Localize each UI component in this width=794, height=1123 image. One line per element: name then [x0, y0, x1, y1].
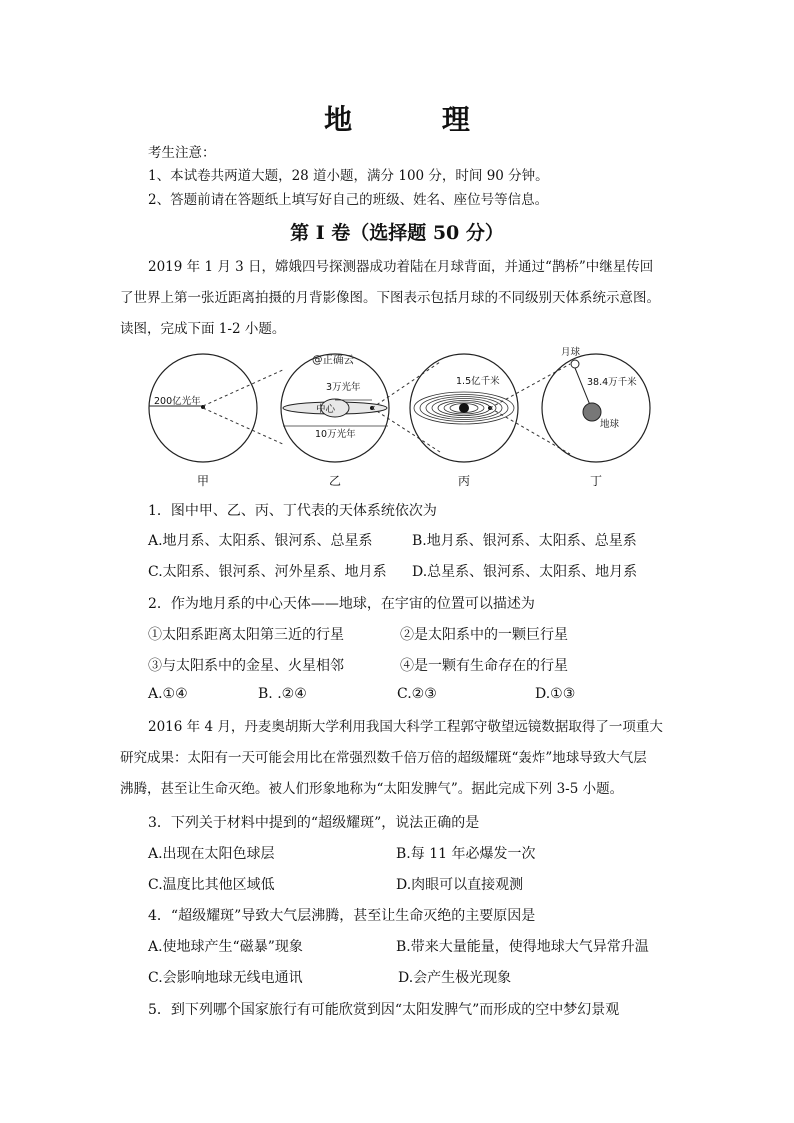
yi-bottom-label: 10万光年 [315, 429, 356, 440]
page-title: 地 理 [324, 103, 510, 136]
q2-statement-4: ④是一颗有生命存在的行星 [400, 658, 568, 674]
q1-option-d: D.总星系、银河系、太阳系、地月系 [412, 564, 638, 580]
connector-jia-yi-top [203, 369, 285, 406]
q4-stem: 4．“超级耀斑”导致大气层沸腾，甚至让生命灭绝的主要原因是 [148, 908, 536, 924]
bing-distance-label: 1.5亿千米 [456, 376, 500, 387]
caption-bing: 丙 [458, 474, 471, 488]
q1-option-c: C.太阳系、银河系、河外星系、地月系 [148, 564, 387, 580]
q2-stem: 2．作为地月系的中心天体——地球，在宇宙的位置可以描述为 [148, 596, 535, 612]
connector-yi-bing-top [372, 362, 440, 408]
notice-label: 考生注意： [148, 145, 216, 161]
intro1-line-3: 读图，完成下面 1-2 小题。 [120, 321, 286, 337]
q2-statement-1: ①太阳系距离太阳第三近的行星 [148, 627, 344, 643]
q1-option-a: A.地月系、太阳系、银河系、总星系 [148, 533, 373, 549]
connector-jia-yi-bottom [203, 408, 285, 445]
moon-dot [571, 360, 579, 368]
q2-option-b: B. .②④ [258, 686, 307, 702]
intro2-line-3: 沸腾，甚至让生命灭绝。被人们形象地称为“太阳发脾气”。据此完成下列 3-5 小题。 [120, 781, 624, 797]
q2-option-d: D.①③ [535, 686, 576, 702]
celestial-systems-figure [140, 342, 660, 492]
q4-option-c: C.会影响地球无线电通讯 [148, 970, 303, 986]
q3-option-b: B.每 11 年必爆发一次 [396, 846, 536, 862]
sun-dot [459, 403, 469, 413]
ding-earth-label: 地球 [600, 419, 620, 430]
q5-stem: 5．到下列哪个国家旅行有可能欣赏到因“太阳发脾气”而形成的空中梦幻景观 [148, 1002, 620, 1018]
caption-jia: 甲 [197, 474, 210, 488]
intro1-line-2: 了世界上第一张近距离拍摄的月背影像图。下图表示包括月球的不同级别天体系统示意图。 [120, 290, 660, 306]
q4-option-b: B.带来大量能量，使得地球大气异常升温 [396, 939, 649, 955]
connector-bing-ding-top [490, 364, 570, 408]
q4-option-a: A.使地球产生“磁暴”现象 [148, 939, 303, 955]
ding-distance-label: 38.4万千米 [587, 377, 637, 388]
q2-option-a: A.①④ [148, 686, 188, 702]
earth-icon [583, 403, 601, 421]
q2-statement-2: ②是太阳系中的一颗巨行星 [400, 627, 568, 643]
q1-stem: 1．图中甲、乙、丙、丁代表的天体系统依次为 [148, 503, 437, 519]
jia-distance-label: 200亿光年 [154, 396, 201, 407]
intro2-line-2: 研究成果：太阳有一天可能会用比在常强烈数千倍万倍的超级耀斑“轰炸”地球导致大气层 [120, 750, 647, 766]
q3-option-a: A.出现在太阳色球层 [148, 846, 275, 862]
connector-yi-bing-bottom [372, 408, 440, 452]
intro1-text-1: 2019 年 1 月 3 日，嫦娥四号探测器成功着陆在月球背面，并通过“鹊桥”中继星传回 [148, 259, 654, 275]
q2-statement-3: ③与太阳系中的金星、火星相邻 [148, 658, 344, 674]
q2-option-c: C.②③ [397, 686, 437, 702]
ding-moon-label: 月球 [561, 347, 581, 358]
q3-option-d: D.肉眼可以直接观测 [396, 877, 524, 893]
caption-ding: 丁 [590, 474, 603, 488]
q3-option-c: C.温度比其他区域低 [148, 877, 275, 893]
yi-center-label: 中心 [316, 404, 336, 415]
intro1-line-1 [148, 252, 660, 283]
watermark: @正确云 [312, 354, 354, 366]
q4-option-d: D.会产生极光现象 [398, 970, 512, 986]
caption-yi: 乙 [329, 474, 342, 488]
intro2-line-1: 2016 年 4 月，丹麦奥胡斯大学利用我国大科学工程郭守敬望远镜数据取得了一项重大 [148, 719, 663, 735]
notice-item-2: 2、答题前请在答题纸上填写好自己的班级、姓名、座位号等信息。 [148, 192, 549, 208]
q1-option-b: B.地月系、银河系、太阳系、总星系 [412, 533, 637, 549]
section-title: 第 I 卷（选择题 50 分） [290, 222, 504, 244]
q3-stem: 3．下列关于材料中提到的“超级耀斑”，说法正确的是 [148, 815, 480, 831]
notice-item-1: 1、本试卷共两道大题，28 道小题，满分 100 分，时间 90 分钟。 [148, 168, 549, 184]
yi-top-label: 3万光年 [326, 382, 361, 393]
